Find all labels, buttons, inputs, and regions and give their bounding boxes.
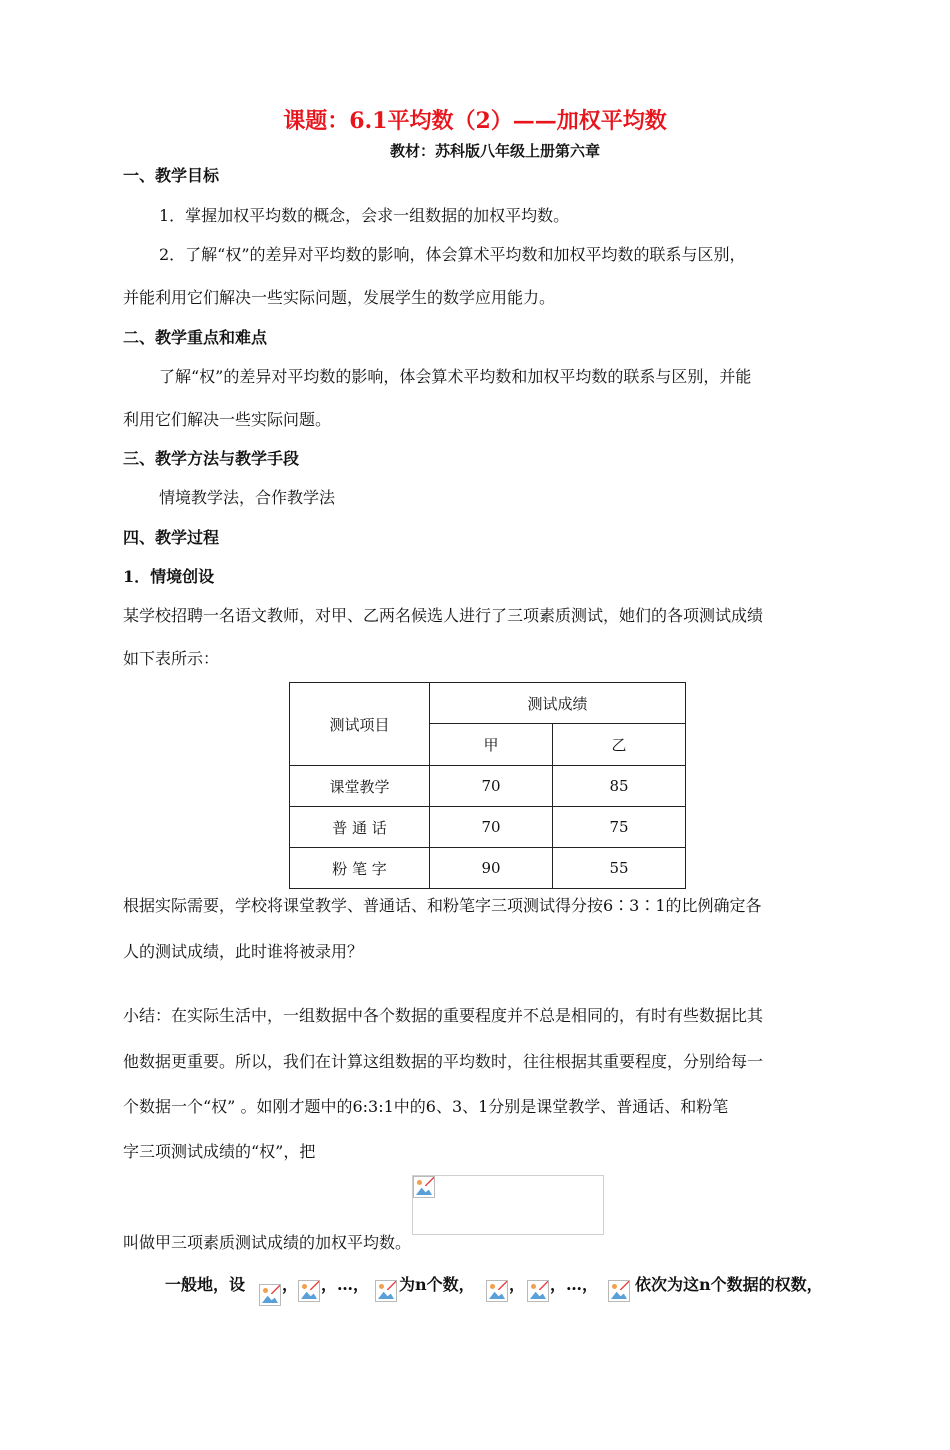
broken-image-icon [608,1280,630,1302]
section-heading-process: 四、教学过程 [123,528,220,547]
row-item: 普 通 话 [290,807,430,848]
general-ellipsis: ，…， [550,1275,599,1294]
general-comma: ， [509,1275,526,1294]
section-heading-methods: 三、教学方法与教学手段 [123,449,300,468]
scenario-line2: 如下表所示： [123,649,220,668]
summary-line2: 他数据更重要。所以，我们在计算这组数据的平均数时，往往根据其重要程度，分别给每一 [123,1052,764,1071]
table-row [290,766,686,807]
row-score-a: 70 [430,807,553,848]
row-score-a: 70 [430,766,553,807]
question-line1: 根据实际需要，学校将课堂教学、普通话、和粉笔字三项测试得分按6∶3∶1的比例确定各 [123,896,762,915]
summary-line4: 字三项测试成绩的“权”，把 [123,1142,316,1161]
broken-image-icon [413,1176,435,1198]
general-ellipsis: ，…， [321,1275,370,1294]
page-title: 课题：6.1平均数（2）——加权平均数 [283,108,667,134]
broken-image-icon [259,1284,281,1306]
section-heading-objectives: 一、教学目标 [123,166,220,185]
row-score-b: 55 [553,848,686,889]
section-heading-key-points: 二、教学重点和难点 [123,328,268,347]
table-row [290,807,686,848]
table-row [290,848,686,889]
scores-table [289,682,686,889]
methods-text: 情境教学法，合作教学法 [159,488,336,507]
header-candidate-a: 甲 [430,724,553,766]
objective-1: 1．掌握加权平均数的概念，会求一组数据的加权平均数。 [159,206,570,225]
summary-line1: 小结：在实际生活中，一组数据中各个数据的重要程度并不总是相同的，有时有些数据比其 [123,1006,764,1025]
general-prefix: 一般地，设 [165,1275,246,1294]
objective-2-line2: 并能利用它们解决一些实际问题，发展学生的数学应用能力。 [123,288,556,307]
row-score-b: 85 [553,766,686,807]
row-item: 粉 笔 字 [290,848,430,889]
row-score-a: 90 [430,848,553,889]
general-suffix: 依次为这n个数据的权数， [635,1275,823,1294]
row-item: 课堂教学 [290,766,430,807]
row-score-b: 75 [553,807,686,848]
broken-image-icon [375,1280,397,1302]
general-mid: 为n个数， [399,1275,475,1294]
objective-2-line1: 2．了解“权”的差异对平均数的影响，体会算术平均数和加权平均数的联系与区别， [159,245,746,264]
summary-line3: 个数据一个“权” 。如刚才题中的6:3:1中的6、3、1分别是课堂教学、普通话、和粉笔 [123,1097,729,1116]
page-subtitle: 教材：苏科版八年级上册第六章 [389,142,600,160]
header-test-scores: 测试成绩 [430,683,686,724]
broken-image-icon [527,1280,549,1302]
question-line2: 人的测试成绩，此时谁将被录用？ [123,942,364,961]
summary-line5: 叫做甲三项素质测试成绩的加权平均数。 [123,1233,412,1252]
key-points-line1: 了解“权”的差异对平均数的影响，体会算术平均数和加权平均数的联系与区别，并能 [159,367,752,386]
general-comma: ， [282,1275,299,1294]
header-candidate-b: 乙 [553,724,686,766]
broken-image-icon [298,1280,320,1302]
formula-image-placeholder [412,1175,604,1235]
scenario-line1: 某学校招聘一名语文教师，对甲、乙两名候选人进行了三项素质测试，她们的各项测试成绩 [123,606,764,625]
broken-image-icon [486,1280,508,1302]
header-test-item: 测试项目 [290,683,430,766]
key-points-line2: 利用它们解决一些实际问题。 [123,410,332,429]
subsection-heading-scenario: 1．情境创设 [123,567,215,586]
